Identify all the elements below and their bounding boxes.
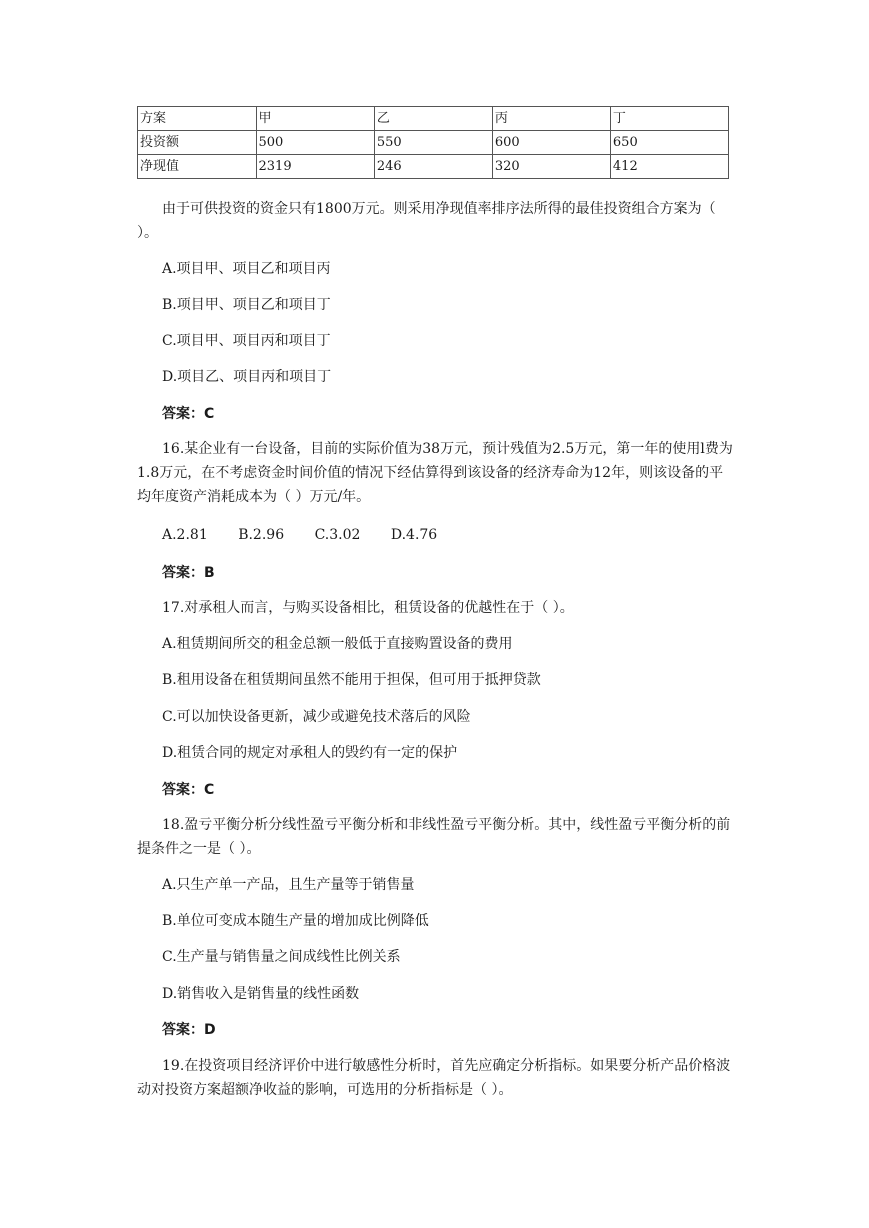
q17-option-c: C.可以加快设备更新，减少或避免技术落后的风险: [162, 709, 471, 725]
q15-option-a: A.项目甲、项目乙和项目丙: [162, 261, 331, 277]
q15-answer: 答案：C: [162, 406, 215, 422]
q15-option-b: B.项目甲、项目乙和项目丁: [162, 297, 331, 313]
table-row: [138, 155, 729, 179]
table-row: [138, 131, 729, 155]
q17-option-a: A.租赁期间所交的租金总额一般低于直接购置设备的费用: [162, 636, 513, 652]
q18-option-b: B.单位可变成本随生产量的增加成比例降低: [162, 913, 429, 929]
table-cell: 甲: [256, 107, 374, 131]
q16-options: [162, 523, 463, 547]
table-cell: 2319: [256, 155, 374, 179]
q18-option-c: C.生产量与销售量之间成线性比例关系: [162, 949, 401, 965]
table-cell: 246: [374, 155, 492, 179]
q15-option-d: D.项目乙、项目丙和项目丁: [162, 369, 332, 385]
investment-table: [137, 106, 729, 179]
q16-option-c: C.3.02: [314, 527, 361, 543]
table-cell: 500: [256, 131, 374, 155]
table-cell: 丙: [492, 107, 610, 131]
q15-option-c: C.项目甲、项目丙和项目丁: [162, 333, 331, 349]
table-cell: 412: [610, 155, 728, 179]
table-cell: 550: [374, 131, 492, 155]
table-cell: 乙: [374, 107, 492, 131]
q16-option-d: D.4.76: [390, 527, 438, 543]
table-cell: 净现值: [138, 155, 257, 179]
q18-option-d: D.销售收入是销售量的线性函数: [162, 986, 360, 1002]
q16-option-a: A.2.81: [162, 527, 208, 543]
q18-answer: 答案：D: [162, 1022, 216, 1038]
q17-answer: 答案：C: [162, 782, 215, 798]
table-cell: 650: [610, 131, 728, 155]
table-cell: 方案: [138, 107, 257, 131]
table-cell: 丁: [610, 107, 728, 131]
q18-stem: 18.盈亏平衡分析分线性盈亏平衡分析和非线性盈亏平衡分析。其中，线性盈亏平衡分析的前提条件之一是（ ）。: [137, 817, 731, 857]
q16-option-b: B.2.96: [238, 527, 285, 543]
table-row: [138, 107, 729, 131]
q18-option-a: A.只生产单一产品，且生产量等于销售量: [162, 877, 415, 893]
table-cell: 投资额: [138, 131, 257, 155]
q17-option-d: D.租赁合同的规定对承租人的毁约有一定的保护: [162, 745, 458, 761]
q19-stem: 19.在投资项目经济评价中进行敏感性分析时，首先应确定分析指标。如果要分析产品价格波动对投资方案超额净收益的影响，可选用的分析指标是（ ）。: [137, 1058, 731, 1098]
q17-option-b: B.租用设备在租赁期间虽然不能用于担保，但可用于抵押贷款: [162, 672, 541, 688]
table-cell: 320: [492, 155, 610, 179]
q16-stem: 16.某企业有一台设备，目前的实际价值为38万元，预计残值为2.5万元，第一年的使用l费为1.8万元，在不考虑资金时间价值的情况下经估算得到该设备的经济寿命为12年，则该设备的平均年度资产消耗成本为（ ）万元/年。: [137, 441, 733, 505]
q16-answer: 答案：B: [162, 565, 215, 581]
table-cell: 600: [492, 131, 610, 155]
q17-stem: 17.对承租人而言，与购买设备相比，租赁设备的优越性在于（ ）。: [162, 600, 574, 616]
q15-stem: 由于可供投资的资金只有1800万元。则采用净现值率排序法所得的最佳投资组合方案为（ ）。: [137, 201, 716, 241]
